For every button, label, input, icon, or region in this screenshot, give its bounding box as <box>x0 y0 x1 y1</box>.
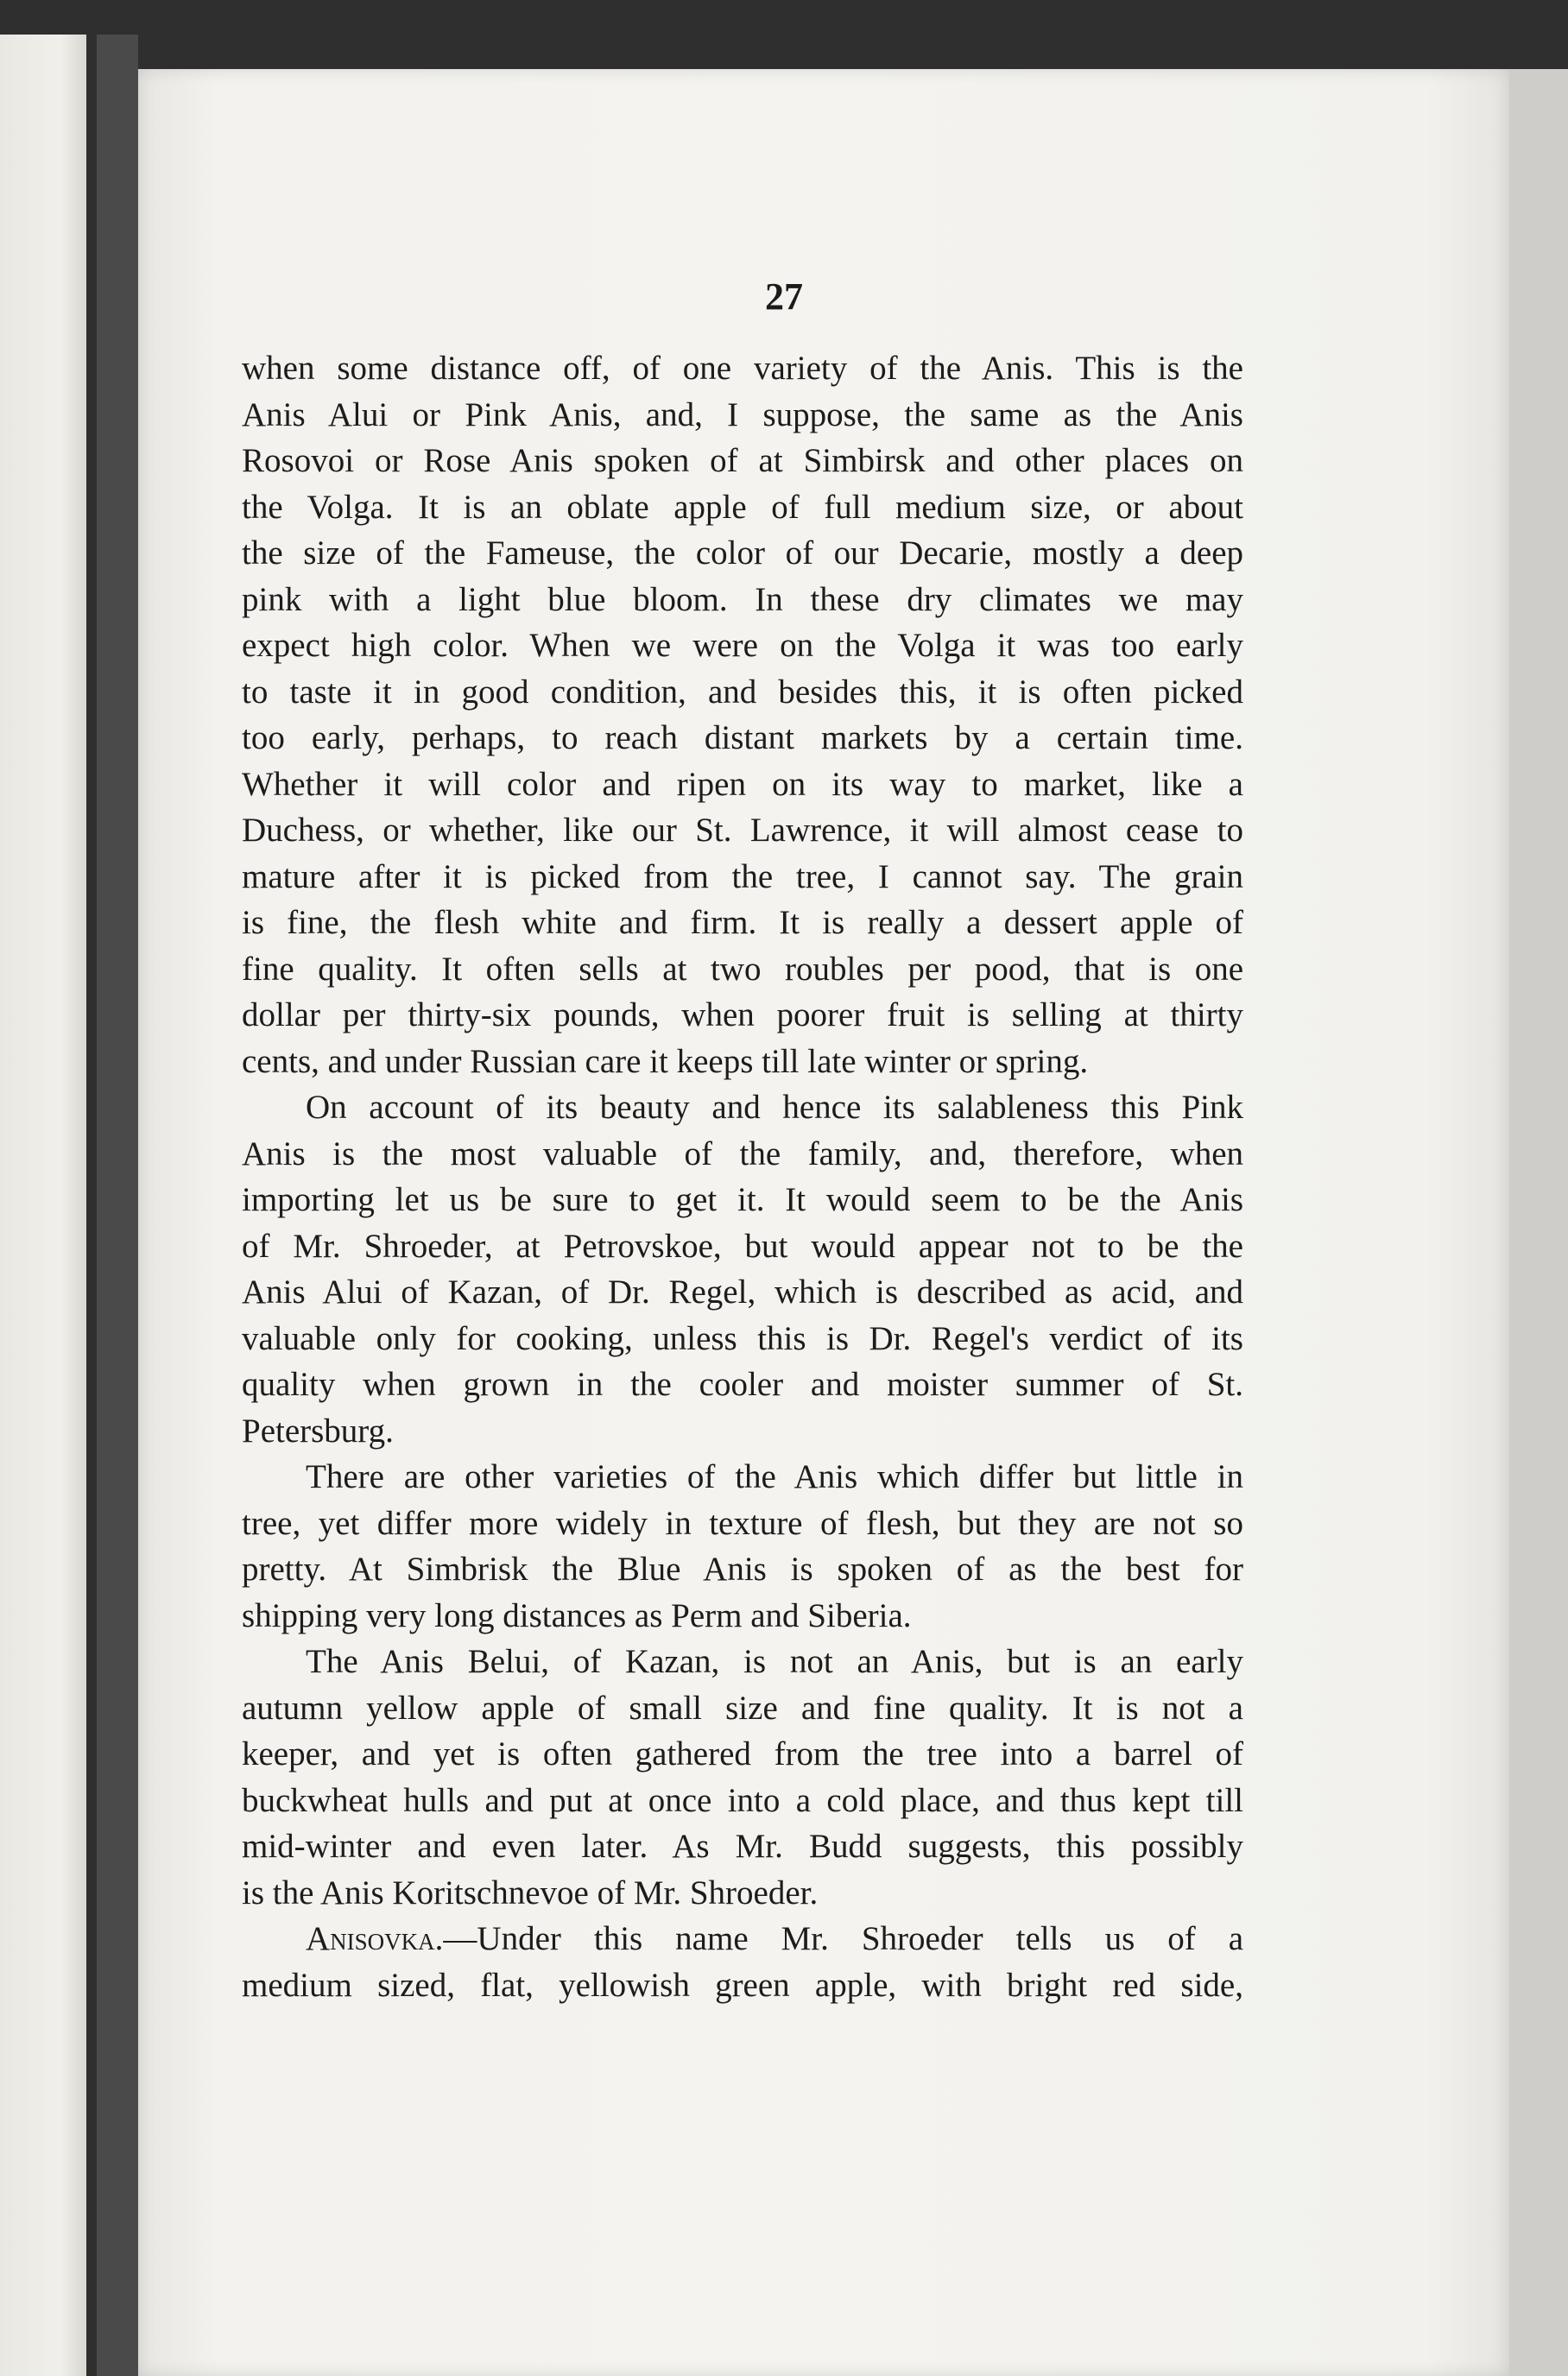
text-line: when some distance off, of one variety of the Anis. This is the <box>242 350 1243 387</box>
text-line: expect high color. When we were on the Volga it was too early <box>242 627 1243 664</box>
text-line: valuable only for cooking, unless this is Dr. Regel's verdict of its <box>242 1319 1243 1357</box>
page-number: 27 <box>765 275 803 318</box>
page-text <box>242 345 1243 2008</box>
text-line: medium sized, flat, yellowish green apple, with bright red side, <box>242 1966 1243 2004</box>
text-line: too early, perhaps, to reach distant markets by a certain time. <box>242 719 1243 756</box>
text-line: The Anis Belui, of Kazan, is not an Anis, but is an early <box>306 1643 1243 1680</box>
book-spine <box>97 35 138 2376</box>
text-line: Petersburg. <box>242 1412 394 1450</box>
text-line: Whether it will color and ripen on its way to market, like a <box>242 765 1243 803</box>
text-line: Anis is the most valuable of the family, and, therefore, when <box>242 1134 1243 1172</box>
paragraph <box>242 1084 1243 1454</box>
text-line: autumn yellow apple of small size and fine quality. It is not a <box>242 1689 1243 1727</box>
text-line: to taste it in good condition, and besides this, it is often picked <box>242 673 1243 711</box>
paragraph <box>242 1639 1243 1916</box>
text-line: pretty. At Simbrisk the Blue Anis is spoken of as the best for <box>242 1551 1243 1588</box>
text-line: the Volga. It is an oblate apple of full medium size, or about <box>242 488 1243 526</box>
text-line: the size of the Fameuse, the color of our Decarie, mostly a deep <box>242 534 1243 572</box>
text-line: Anis Alui or Pink Anis, and, I suppose, the same as the Anis <box>242 395 1243 433</box>
text-line: There are other varieties of the Anis which differ but little in <box>306 1458 1243 1495</box>
text-line: Duchess, or whether, like our St. Lawrence, it will almost cease to <box>242 812 1243 849</box>
text-line: cents, and under Russian care it keeps till late winter or spring. <box>242 1042 1089 1080</box>
text-line: shipping very long distances as Perm and Siberia. <box>242 1596 912 1634</box>
section-heading: Anisovka. <box>306 1920 444 1957</box>
text-line: mid-winter and even later. As Mr. Budd suggests, this possibly <box>242 1828 1243 1865</box>
text-line: mature after it is picked from the tree, I cannot say. The grain <box>242 857 1243 895</box>
text-line: is fine, the flesh white and firm. It is really a dessert apple of <box>242 904 1243 941</box>
paragraph <box>242 345 1243 1084</box>
heading-continuation: —Under this name Mr. Shroeder tells us of a <box>443 1920 1243 1957</box>
text-line: fine quality. It often sells at two roubles per pood, that is one <box>242 950 1243 988</box>
text-line: tree, yet differ more widely in texture of flesh, but they are not so <box>242 1504 1243 1542</box>
right-page-edge <box>1509 69 1568 2376</box>
text-line: buckwheat hulls and put at once into a cold place, and thus kept till <box>242 1781 1243 1819</box>
text-line <box>242 1916 1243 1962</box>
text-line: Rosovoi or Rose Anis spoken of at Simbirsk and other places on <box>242 442 1243 479</box>
text-line: quality when grown in the cooler and moister summer of St. <box>242 1366 1243 1403</box>
text-line: dollar per thirty-six pounds, when poorer fruit is selling at thirty <box>242 996 1243 1033</box>
text-line: On account of its beauty and hence its salableness this Pink <box>306 1089 1243 1126</box>
text-line: of Mr. Shroeder, at Petrovskoe, but would appear not to be the <box>242 1227 1243 1265</box>
text-line: is the Anis Koritschnevoe of Mr. Shroeder. <box>242 1874 819 1912</box>
text-line: Anis Alui of Kazan, of Dr. Regel, which is described as acid, and <box>242 1273 1243 1311</box>
paragraph <box>242 1916 1243 2008</box>
paragraph <box>242 1454 1243 1639</box>
text-line: keeper, and yet is often gathered from the tree into a barrel of <box>242 1735 1243 1773</box>
left-page-edge <box>0 35 86 2376</box>
text-line: pink with a light blue bloom. In these dry climates we may <box>242 580 1243 618</box>
text-line: importing let us be sure to get it. It would seem to be the Anis <box>242 1181 1243 1218</box>
